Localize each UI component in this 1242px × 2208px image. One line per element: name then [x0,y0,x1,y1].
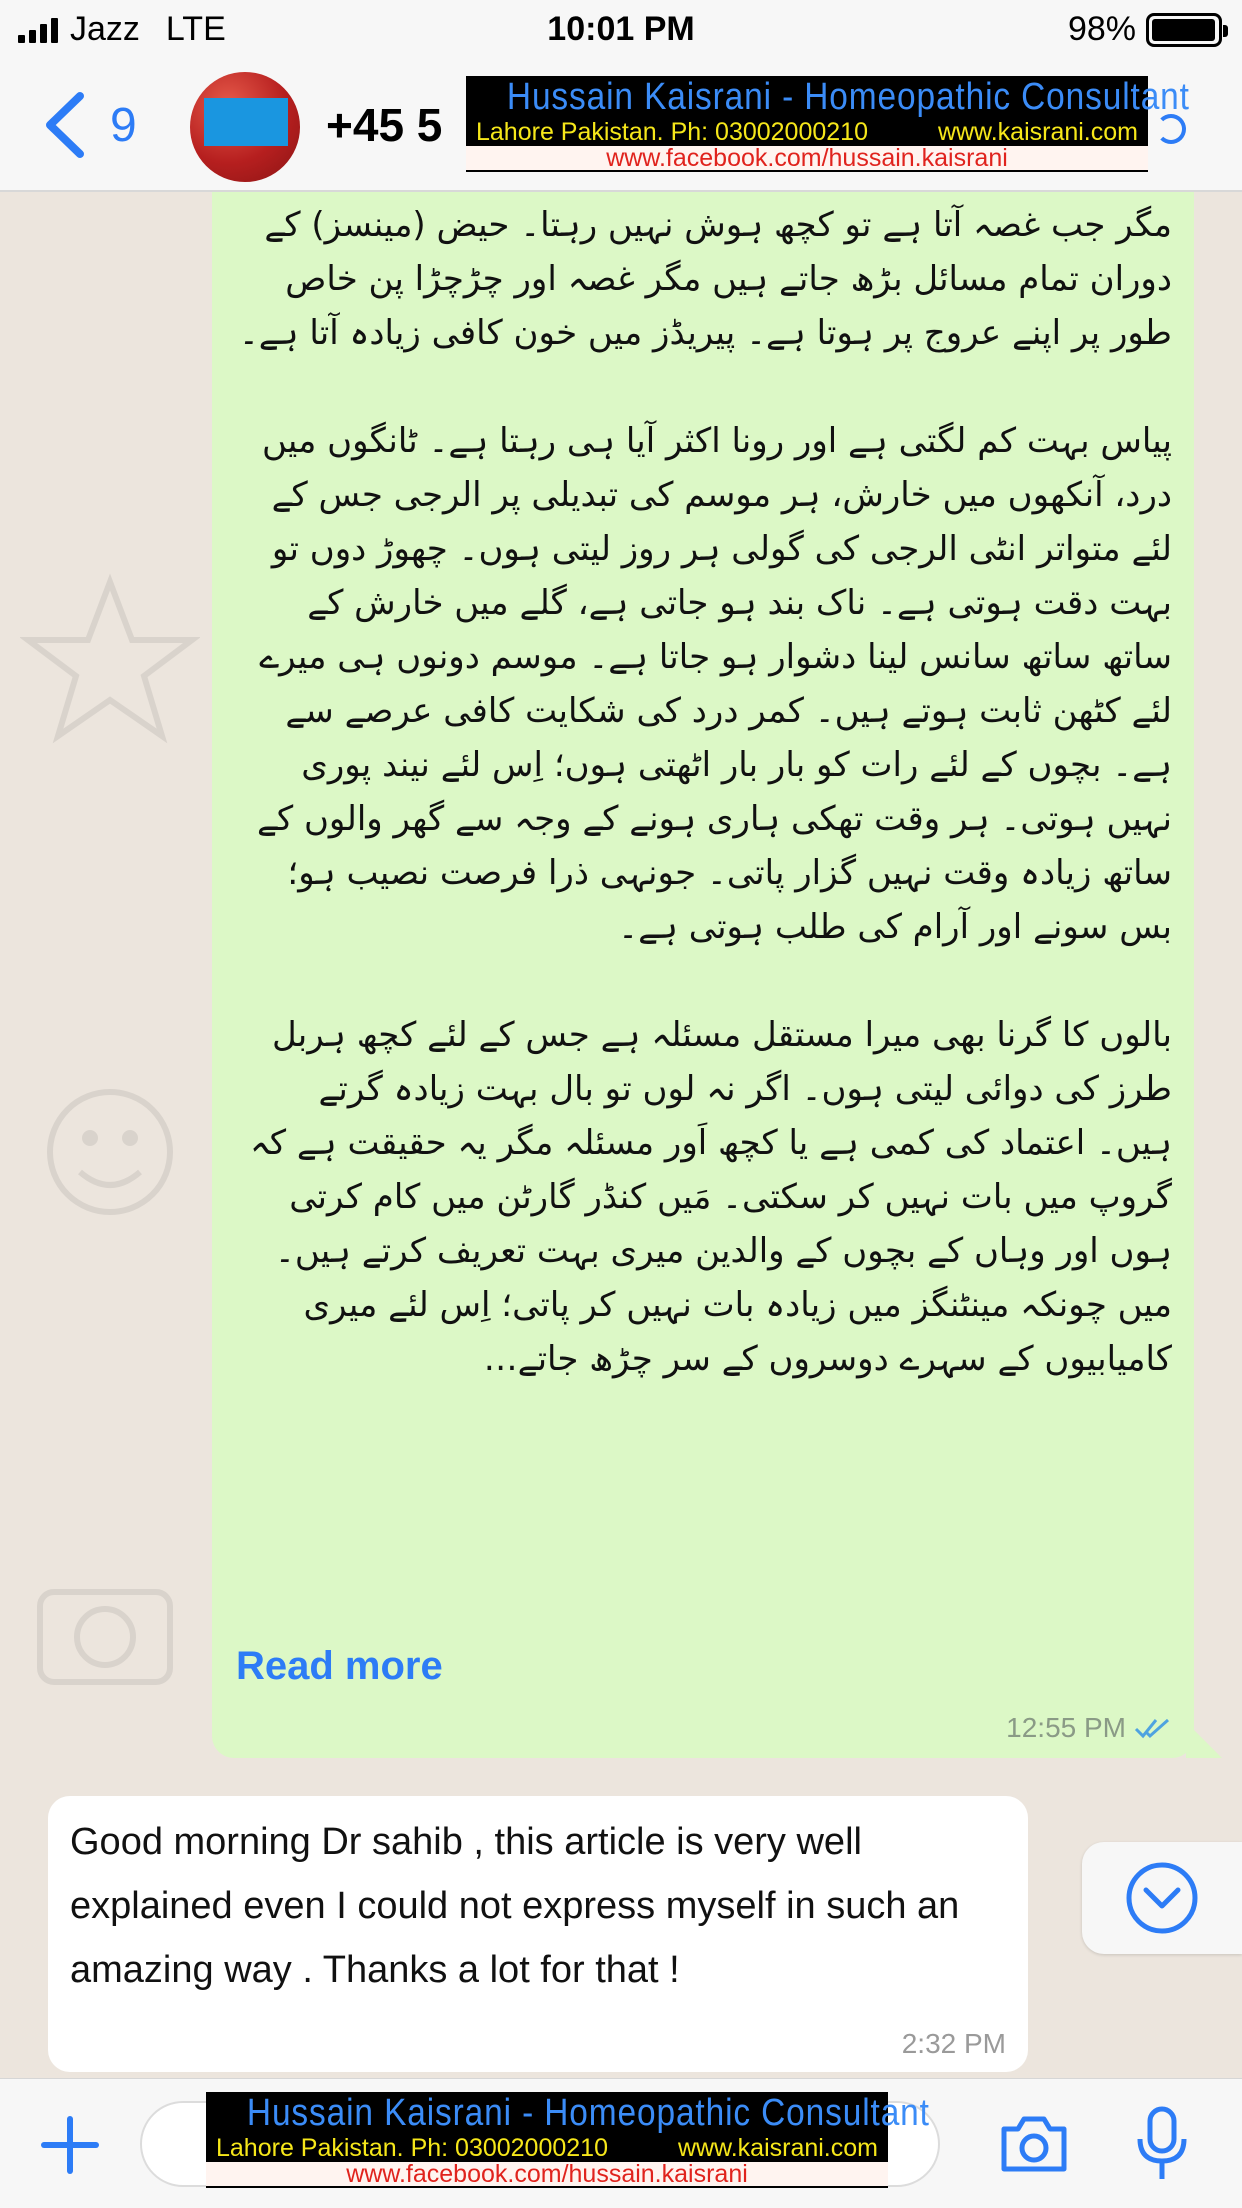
watermark-contact-row [206,2134,888,2162]
outgoing-paragraph: مگر جب غصہ آتا ہے تو کچھ ہوش نہیں رہتا۔ حیض (مینسز) کے دوران تمام مسائل بڑھ جاتے ہیں مگر غصہ اور چڑچڑا پن خاص طور پر اپنے عروج پر ہوتا ہے۔ پیریڈز میں خون کافی زیادہ آتا ہے۔ [238,205,1172,353]
unread-count: 9 [110,98,137,152]
outgoing-paragraph: پیاس بہت کم لگتی ہے اور رونا اکثر آیا ہی رہتا ہے۔ ٹانگوں میں درد، آنکھوں میں خارش، ہر موسم کی تبدیلی پر الرجی جس کے لئے متواتر انٹی الرجی کی گولی ہر روز لیتی ہوں۔ چھوڑ دوں تو بہت دقت ہوتی ہے۔ ناک بند ہو جاتی ہے، گلے میں خارش کے ساتھ ساتھ سانس لینا دشوار ہو جاتا ہے۔ موسم دونوں ہی میرے لئے کٹھن ثابت ہوتے ہیں۔ کمر درد کی شکایت کافی عرصے سے ہے۔ بچوں کے لئے رات کو بار بار اٹھتی ہوں؛ اِس لئے نیند پوری نہیں ہوتی۔ ہر وقت تھکی ہاری ہونے کے وجہ سے گھر والوں کے ساتھ زیادہ وقت نہیں گزار پاتی۔ جونہی ذرا فرصت نصیب ہو؛ بس سونے اور آرام کی طلب ہوتی ہے۔ [257,421,1172,947]
outgoing-message-meta [1006,1712,1170,1744]
wallpaper-doodle-icon [20,1552,190,1722]
call-icon[interactable] [1156,114,1186,144]
camera-icon[interactable] [998,2111,1070,2175]
back-button[interactable] [36,90,137,160]
chevron-down-circle-icon [1124,1860,1200,1936]
wallpaper-doodle-icon [30,1072,190,1232]
status-right [1068,10,1222,49]
chat-area[interactable] [0,192,1242,2078]
watermark-website: www.kaisrani.com [937,118,1138,146]
wallpaper-doodle-icon [20,572,200,752]
network-type: LTE [165,10,226,48]
watermark-title: Hussain Kaisrani - Homeopathic Consultant [246,2092,930,2134]
outgoing-message-bubble[interactable] [212,192,1194,1758]
plus-icon[interactable] [40,2115,100,2175]
incoming-message-bubble[interactable] [48,1796,1028,2072]
outgoing-bubble-tail [1186,1722,1222,1758]
watermark-contact-row [466,118,1148,146]
status-time: 10:01 PM [547,10,695,48]
watermark-title: Hussain Kaisrani - Homeopathic Consultant [506,76,1190,118]
watermark-website: www.kaisrani.com [677,2134,878,2162]
avatar[interactable] [190,72,300,182]
outgoing-message-text [234,198,1172,1386]
scroll-down-button[interactable] [1082,1842,1242,1954]
microphone-icon[interactable] [1134,2105,1190,2185]
status-bar [0,0,1242,62]
watermark-facebook: www.facebook.com/hussain.kaisrani [206,2162,888,2186]
watermark-facebook: www.facebook.com/hussain.kaisrani [466,146,1148,170]
watermark-location-phone: Lahore Pakistan. Ph: 03002000210 [216,2134,608,2162]
contact-name[interactable]: +45 5 [326,99,443,151]
battery-level [1152,19,1215,41]
incoming-message-time: 2:32 PM [901,2028,1006,2059]
avatar-redaction [204,98,288,146]
battery-icon [1146,13,1222,47]
battery-percent: 98% [1067,10,1136,48]
double-check-icon [1134,1717,1170,1739]
chevron-left-icon [36,90,96,160]
watermark-banner-bottom [206,2092,930,2188]
incoming-message-text: Good morning Dr sahib , this article is very well explained even I could not express myself in such an amazing way . Thanks a lot for that ! [70,1821,960,1991]
outgoing-message-time: 12:55 PM [1006,1712,1126,1743]
watermark-location-phone: Lahore Pakistan. Ph: 03002000210 [476,118,868,146]
outgoing-paragraph: بالوں کا گرنا بھی میرا مستقل مسئلہ ہے جس کے لئے کچھ ہربل طرز کی دوائی لیتی ہوں۔ اگر نہ لوں تو بال بہت زیادہ گرتے ہیں۔ اعتماد کی کمی ہے یا کچھ اَور مسئلہ مگر یہ حقیقت ہے کہ گروپ میں بات نہیں کر سکتی۔ مَیں کنڈر گارٹن میں کام کرتی ہوں اور وہاں کے بچوں کے والدین میری بہت تعریف کرتے ہیں۔ میں چونکہ مینٹنگز میں زیادہ بات نہیں کر پاتی؛ اِس لئے میری کامیابیوں کے سہرے دوسروں کے سر چڑھ جاتے… [249,1015,1172,1379]
carrier-name: Jazz [70,10,140,48]
watermark-banner-top [466,76,1190,172]
read-more-link[interactable]: Read more [236,1644,443,1688]
